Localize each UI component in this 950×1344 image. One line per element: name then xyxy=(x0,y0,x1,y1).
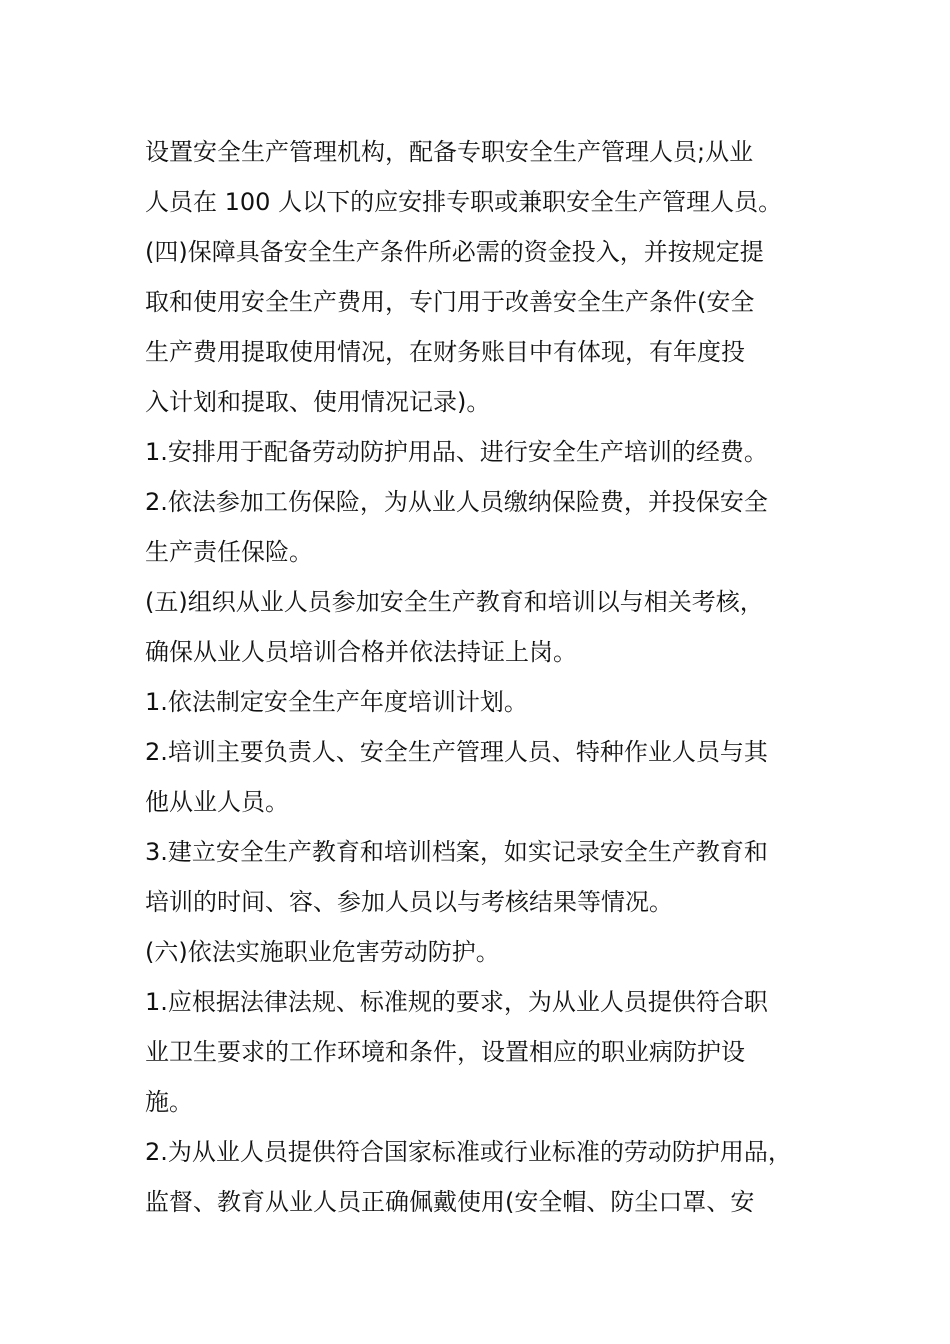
text-line: 设置安全生产管理机构，配备专职安全生产管理人员;从业 xyxy=(145,138,754,166)
list-item-1: 1.应根据法律法规、标准规的要求，为从业人员提供符合职 xyxy=(145,988,768,1016)
list-item-3: 3.建立安全生产教育和培训档案，如实记录安全生产教育和 xyxy=(145,838,768,866)
list-item-2: 2.为从业人员提供符合国家标准或行业标准的劳动防护用品， xyxy=(145,1138,792,1166)
document-body xyxy=(145,127,815,1227)
text-line: 生产责任保险。 xyxy=(145,538,313,566)
text-line: 生产费用提取使用情况，在财务账目中有体现，有年度投 xyxy=(145,338,745,366)
list-item-1: 1.安排用于配备劳动防护用品、进行安全生产培训的经费。 xyxy=(145,438,768,466)
text-line: 取和使用安全生产费用，专门用于改善安全生产条件(安全 xyxy=(145,288,755,316)
list-item-2: 2.培训主要负责人、安全生产管理人员、特种作业人员与其 xyxy=(145,738,768,766)
text-line: 监督、教育从业人员正确佩戴使用(安全帽、防尘口罩、安 xyxy=(145,1188,755,1216)
text-line: 培训的时间、容、参加人员以与考核结果等情况。 xyxy=(145,888,673,916)
section-heading-6: (六)依法实施职业危害劳动防护。 xyxy=(145,938,500,966)
text-line: 业卫生要求的工作环境和条件，设置相应的职业病防护设 xyxy=(145,1038,745,1066)
text-line: 人员在 100 人以下的应安排专职或兼职安全生产管理人员。 xyxy=(145,188,783,216)
text-line: 他从业人员。 xyxy=(145,788,289,816)
list-item-2: 2.依法参加工伤保险，为从业人员缴纳保险费，并投保安全 xyxy=(145,488,768,516)
section-heading-4: (四)保障具备安全生产条件所必需的资金投入，并按规定提 xyxy=(145,238,764,266)
text-line: 确保从业人员培训合格并依法持证上岗。 xyxy=(145,638,577,666)
text-line: 入计划和提取、使用情况记录)。 xyxy=(145,388,491,416)
list-item-1: 1.依法制定安全生产年度培训计划。 xyxy=(145,688,528,716)
section-heading-5: (五)组织从业人员参加安全生产教育和培训以与相关考核， xyxy=(145,588,764,616)
text-line: 施。 xyxy=(145,1088,193,1116)
